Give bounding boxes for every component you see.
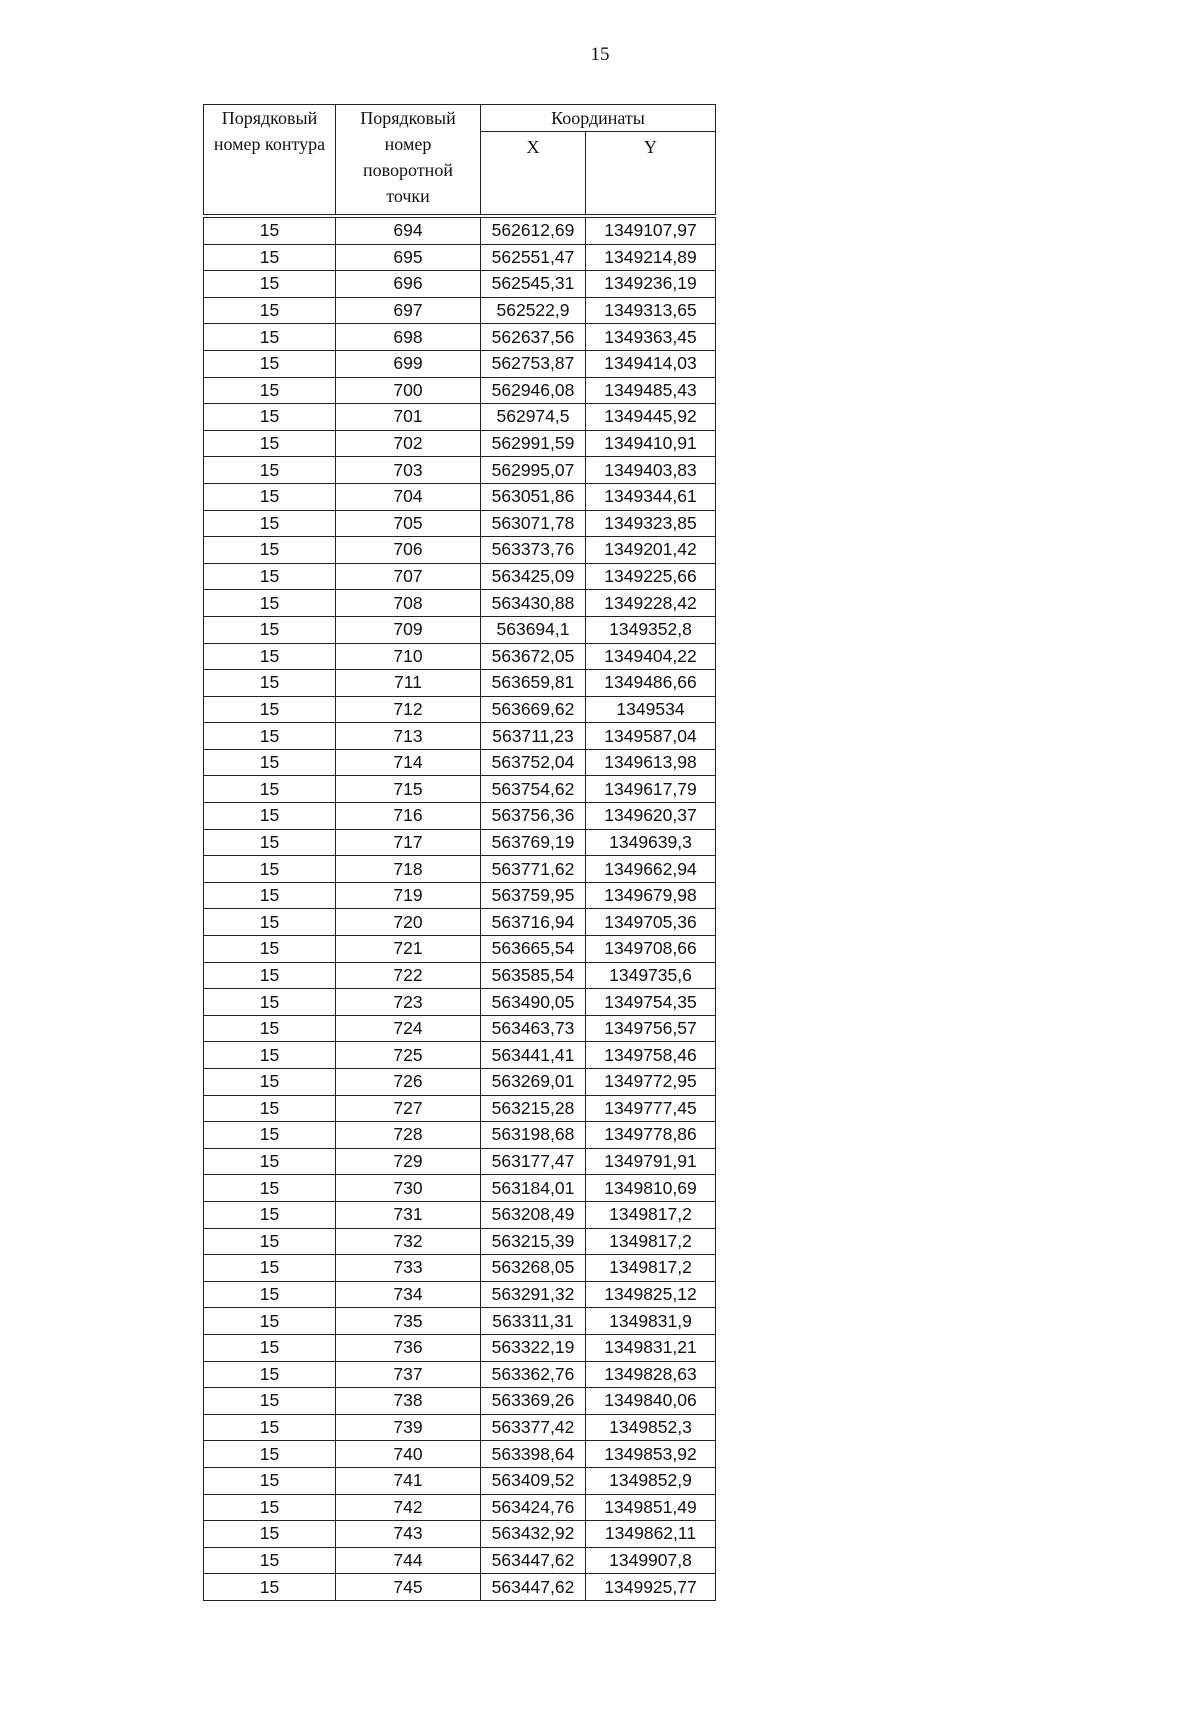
y-coordinate-cell: 1349404,22 [586, 643, 716, 670]
contour-number-cell: 15 [204, 909, 336, 936]
y-coordinate-cell: 1349852,9 [586, 1467, 716, 1494]
y-coordinate-cell: 1349705,36 [586, 909, 716, 936]
x-coordinate-cell: 563752,04 [481, 749, 586, 776]
header-y: Y [586, 132, 716, 217]
x-coordinate-cell: 563215,39 [481, 1228, 586, 1255]
y-coordinate-cell: 1349778,86 [586, 1122, 716, 1149]
y-coordinate-cell: 1349445,92 [586, 404, 716, 431]
point-number-cell: 700 [336, 377, 481, 404]
point-number-cell: 728 [336, 1122, 481, 1149]
point-number-cell: 721 [336, 936, 481, 963]
table-row [204, 297, 716, 324]
table-row [204, 1015, 716, 1042]
x-coordinate-cell: 562545,31 [481, 271, 586, 298]
table-row [204, 1574, 716, 1601]
point-number-cell: 704 [336, 483, 481, 510]
point-number-cell: 708 [336, 590, 481, 617]
contour-number-cell: 15 [204, 1521, 336, 1548]
contour-number-cell: 15 [204, 324, 336, 351]
table-row [204, 909, 716, 936]
table-row [204, 1467, 716, 1494]
table-row [204, 670, 716, 697]
y-coordinate-cell: 1349840,06 [586, 1388, 716, 1415]
x-coordinate-cell: 563463,73 [481, 1015, 586, 1042]
x-coordinate-cell: 563711,23 [481, 723, 586, 750]
point-number-cell: 740 [336, 1441, 481, 1468]
x-coordinate-cell: 563585,54 [481, 962, 586, 989]
table-row [204, 1122, 716, 1149]
point-number-cell: 738 [336, 1388, 481, 1415]
x-coordinate-cell: 563398,64 [481, 1441, 586, 1468]
x-coordinate-cell: 563759,95 [481, 882, 586, 909]
header-coordinates: Координаты [481, 105, 716, 132]
x-coordinate-cell: 562946,08 [481, 377, 586, 404]
contour-number-cell: 15 [204, 1281, 336, 1308]
table-row [204, 1042, 716, 1069]
table-row [204, 430, 716, 457]
contour-number-cell: 15 [204, 1148, 336, 1175]
point-number-cell: 745 [336, 1574, 481, 1601]
y-coordinate-cell: 1349735,6 [586, 962, 716, 989]
contour-number-cell: 15 [204, 696, 336, 723]
point-number-cell: 696 [336, 271, 481, 298]
contour-number-cell: 15 [204, 510, 336, 537]
table-row [204, 244, 716, 271]
table-row [204, 1201, 716, 1228]
table-row [204, 1281, 716, 1308]
x-coordinate-cell: 563665,54 [481, 936, 586, 963]
table-body [204, 216, 716, 1600]
point-number-cell: 697 [336, 297, 481, 324]
header-x: X [481, 132, 586, 217]
contour-number-cell: 15 [204, 1095, 336, 1122]
contour-number-cell: 15 [204, 643, 336, 670]
contour-number-cell: 15 [204, 1388, 336, 1415]
x-coordinate-cell: 563291,32 [481, 1281, 586, 1308]
x-coordinate-cell: 563425,09 [481, 563, 586, 590]
contour-number-cell: 15 [204, 1201, 336, 1228]
x-coordinate-cell: 562991,59 [481, 430, 586, 457]
point-number-cell: 734 [336, 1281, 481, 1308]
contour-number-cell: 15 [204, 537, 336, 564]
x-coordinate-cell: 563184,01 [481, 1175, 586, 1202]
contour-number-cell: 15 [204, 1228, 336, 1255]
x-coordinate-cell: 563694,1 [481, 616, 586, 643]
x-coordinate-cell: 563369,26 [481, 1388, 586, 1415]
x-coordinate-cell: 563268,05 [481, 1255, 586, 1282]
contour-number-cell: 15 [204, 1547, 336, 1574]
x-coordinate-cell: 562612,69 [481, 216, 586, 244]
contour-number-cell: 15 [204, 1122, 336, 1149]
contour-number-cell: 15 [204, 244, 336, 271]
point-number-cell: 742 [336, 1494, 481, 1521]
contour-number-cell: 15 [204, 1361, 336, 1388]
table-row [204, 1095, 716, 1122]
table-row [204, 1414, 716, 1441]
y-coordinate-cell: 1349853,92 [586, 1441, 716, 1468]
point-number-cell: 706 [336, 537, 481, 564]
table-row [204, 1388, 716, 1415]
table-row [204, 1069, 716, 1096]
point-number-cell: 702 [336, 430, 481, 457]
y-coordinate-cell: 1349201,42 [586, 537, 716, 564]
table-row [204, 616, 716, 643]
contour-number-cell: 15 [204, 723, 336, 750]
header-point-number: Порядковый номер поворотной точки [336, 105, 481, 217]
y-coordinate-cell: 1349817,2 [586, 1255, 716, 1282]
x-coordinate-cell: 563447,62 [481, 1547, 586, 1574]
y-coordinate-cell: 1349620,37 [586, 803, 716, 830]
contour-number-cell: 15 [204, 1255, 336, 1282]
point-number-cell: 698 [336, 324, 481, 351]
x-coordinate-cell: 562551,47 [481, 244, 586, 271]
y-coordinate-cell: 1349831,9 [586, 1308, 716, 1335]
y-coordinate-cell: 1349662,94 [586, 856, 716, 883]
table-row [204, 350, 716, 377]
table-row [204, 537, 716, 564]
table-row [204, 1361, 716, 1388]
point-number-cell: 725 [336, 1042, 481, 1069]
y-coordinate-cell: 1349810,69 [586, 1175, 716, 1202]
y-coordinate-cell: 1349236,19 [586, 271, 716, 298]
y-coordinate-cell: 1349639,3 [586, 829, 716, 856]
x-coordinate-cell: 563669,62 [481, 696, 586, 723]
point-number-cell: 744 [336, 1547, 481, 1574]
table-row [204, 803, 716, 830]
contour-number-cell: 15 [204, 856, 336, 883]
point-number-cell: 707 [336, 563, 481, 590]
x-coordinate-cell: 563447,62 [481, 1574, 586, 1601]
y-coordinate-cell: 1349907,8 [586, 1547, 716, 1574]
y-coordinate-cell: 1349817,2 [586, 1201, 716, 1228]
contour-number-cell: 15 [204, 616, 336, 643]
point-number-cell: 736 [336, 1334, 481, 1361]
table-row [204, 829, 716, 856]
x-coordinate-cell: 563269,01 [481, 1069, 586, 1096]
x-coordinate-cell: 563672,05 [481, 643, 586, 670]
x-coordinate-cell: 563771,62 [481, 856, 586, 883]
point-number-cell: 717 [336, 829, 481, 856]
table-row [204, 882, 716, 909]
table-row [204, 696, 716, 723]
x-coordinate-cell: 563071,78 [481, 510, 586, 537]
x-coordinate-cell: 563215,28 [481, 1095, 586, 1122]
x-coordinate-cell: 563424,76 [481, 1494, 586, 1521]
table-row [204, 1441, 716, 1468]
table-row [204, 989, 716, 1016]
table-row [204, 216, 716, 244]
point-number-cell: 710 [336, 643, 481, 670]
point-number-cell: 739 [336, 1414, 481, 1441]
point-number-cell: 703 [336, 457, 481, 484]
contour-number-cell: 15 [204, 297, 336, 324]
x-coordinate-cell: 563490,05 [481, 989, 586, 1016]
y-coordinate-cell: 1349791,91 [586, 1148, 716, 1175]
y-coordinate-cell: 1349851,49 [586, 1494, 716, 1521]
contour-number-cell: 15 [204, 829, 336, 856]
table-row [204, 483, 716, 510]
y-coordinate-cell: 1349758,46 [586, 1042, 716, 1069]
contour-number-cell: 15 [204, 271, 336, 298]
y-coordinate-cell: 1349214,89 [586, 244, 716, 271]
y-coordinate-cell: 1349107,97 [586, 216, 716, 244]
point-number-cell: 724 [336, 1015, 481, 1042]
table-row [204, 457, 716, 484]
header-row [204, 105, 716, 132]
contour-number-cell: 15 [204, 1441, 336, 1468]
point-number-cell: 716 [336, 803, 481, 830]
y-coordinate-cell: 1349852,3 [586, 1414, 716, 1441]
point-number-cell: 723 [336, 989, 481, 1016]
table-row [204, 1494, 716, 1521]
contour-number-cell: 15 [204, 776, 336, 803]
x-coordinate-cell: 563051,86 [481, 483, 586, 510]
contour-number-cell: 15 [204, 457, 336, 484]
table-row [204, 1228, 716, 1255]
contour-number-cell: 15 [204, 590, 336, 617]
point-number-cell: 694 [336, 216, 481, 244]
contour-number-cell: 15 [204, 1334, 336, 1361]
point-number-cell: 726 [336, 1069, 481, 1096]
table-row [204, 271, 716, 298]
x-coordinate-cell: 562753,87 [481, 350, 586, 377]
contour-number-cell: 15 [204, 377, 336, 404]
coordinates-table [203, 104, 716, 1601]
point-number-cell: 730 [336, 1175, 481, 1202]
point-number-cell: 715 [336, 776, 481, 803]
point-number-cell: 737 [336, 1361, 481, 1388]
point-number-cell: 713 [336, 723, 481, 750]
y-coordinate-cell: 1349485,43 [586, 377, 716, 404]
contour-number-cell: 15 [204, 1414, 336, 1441]
x-coordinate-cell: 563409,52 [481, 1467, 586, 1494]
point-number-cell: 695 [336, 244, 481, 271]
contour-number-cell: 15 [204, 1069, 336, 1096]
y-coordinate-cell: 1349679,98 [586, 882, 716, 909]
y-coordinate-cell: 1349817,2 [586, 1228, 716, 1255]
x-coordinate-cell: 563208,49 [481, 1201, 586, 1228]
y-coordinate-cell: 1349828,63 [586, 1361, 716, 1388]
y-coordinate-cell: 1349754,35 [586, 989, 716, 1016]
point-number-cell: 701 [336, 404, 481, 431]
y-coordinate-cell: 1349313,65 [586, 297, 716, 324]
table-row [204, 324, 716, 351]
point-number-cell: 735 [336, 1308, 481, 1335]
contour-number-cell: 15 [204, 803, 336, 830]
point-number-cell: 699 [336, 350, 481, 377]
table-row [204, 936, 716, 963]
table-row [204, 749, 716, 776]
y-coordinate-cell: 1349617,79 [586, 776, 716, 803]
table-row [204, 1521, 716, 1548]
y-coordinate-cell: 1349344,61 [586, 483, 716, 510]
y-coordinate-cell: 1349777,45 [586, 1095, 716, 1122]
point-number-cell: 731 [336, 1201, 481, 1228]
x-coordinate-cell: 563373,76 [481, 537, 586, 564]
contour-number-cell: 15 [204, 882, 336, 909]
x-coordinate-cell: 562637,56 [481, 324, 586, 351]
contour-number-cell: 15 [204, 430, 336, 457]
y-coordinate-cell: 1349825,12 [586, 1281, 716, 1308]
y-coordinate-cell: 1349225,66 [586, 563, 716, 590]
table-row [204, 510, 716, 537]
y-coordinate-cell: 1349613,98 [586, 749, 716, 776]
table-row [204, 1175, 716, 1202]
y-coordinate-cell: 1349323,85 [586, 510, 716, 537]
y-coordinate-cell: 1349587,04 [586, 723, 716, 750]
x-coordinate-cell: 563659,81 [481, 670, 586, 697]
x-coordinate-cell: 563377,42 [481, 1414, 586, 1441]
x-coordinate-cell: 563311,31 [481, 1308, 586, 1335]
contour-number-cell: 15 [204, 1574, 336, 1601]
contour-number-cell: 15 [204, 962, 336, 989]
x-coordinate-cell: 563441,41 [481, 1042, 586, 1069]
x-coordinate-cell: 563769,19 [481, 829, 586, 856]
y-coordinate-cell: 1349772,95 [586, 1069, 716, 1096]
table-row [204, 856, 716, 883]
y-coordinate-cell: 1349534 [586, 696, 716, 723]
point-number-cell: 732 [336, 1228, 481, 1255]
point-number-cell: 720 [336, 909, 481, 936]
table-row [204, 1308, 716, 1335]
x-coordinate-cell: 563177,47 [481, 1148, 586, 1175]
table-row [204, 1334, 716, 1361]
x-coordinate-cell: 563754,62 [481, 776, 586, 803]
x-coordinate-cell: 562974,5 [481, 404, 586, 431]
contour-number-cell: 15 [204, 483, 336, 510]
table-row [204, 404, 716, 431]
table-row [204, 1255, 716, 1282]
contour-number-cell: 15 [204, 1467, 336, 1494]
x-coordinate-cell: 563432,92 [481, 1521, 586, 1548]
point-number-cell: 712 [336, 696, 481, 723]
y-coordinate-cell: 1349403,83 [586, 457, 716, 484]
point-number-cell: 729 [336, 1148, 481, 1175]
y-coordinate-cell: 1349756,57 [586, 1015, 716, 1042]
contour-number-cell: 15 [204, 936, 336, 963]
y-coordinate-cell: 1349414,03 [586, 350, 716, 377]
x-coordinate-cell: 563716,94 [481, 909, 586, 936]
contour-number-cell: 15 [204, 404, 336, 431]
y-coordinate-cell: 1349862,11 [586, 1521, 716, 1548]
point-number-cell: 722 [336, 962, 481, 989]
table-row [204, 723, 716, 750]
y-coordinate-cell: 1349410,91 [586, 430, 716, 457]
table-row [204, 776, 716, 803]
point-number-cell: 711 [336, 670, 481, 697]
y-coordinate-cell: 1349352,8 [586, 616, 716, 643]
point-number-cell: 727 [336, 1095, 481, 1122]
point-number-cell: 705 [336, 510, 481, 537]
y-coordinate-cell: 1349708,66 [586, 936, 716, 963]
contour-number-cell: 15 [204, 1042, 336, 1069]
contour-number-cell: 15 [204, 216, 336, 244]
table-row [204, 643, 716, 670]
point-number-cell: 743 [336, 1521, 481, 1548]
point-number-cell: 709 [336, 616, 481, 643]
contour-number-cell: 15 [204, 1494, 336, 1521]
contour-number-cell: 15 [204, 563, 336, 590]
point-number-cell: 719 [336, 882, 481, 909]
x-coordinate-cell: 563756,36 [481, 803, 586, 830]
y-coordinate-cell: 1349486,66 [586, 670, 716, 697]
contour-number-cell: 15 [204, 1175, 336, 1202]
table-row [204, 1547, 716, 1574]
x-coordinate-cell: 563430,88 [481, 590, 586, 617]
x-coordinate-cell: 563362,76 [481, 1361, 586, 1388]
x-coordinate-cell: 563322,19 [481, 1334, 586, 1361]
x-coordinate-cell: 563198,68 [481, 1122, 586, 1149]
header-contour-number: Порядковый номер контура [204, 105, 336, 217]
point-number-cell: 733 [336, 1255, 481, 1282]
point-number-cell: 741 [336, 1467, 481, 1494]
table-row [204, 377, 716, 404]
x-coordinate-cell: 562995,07 [481, 457, 586, 484]
y-coordinate-cell: 1349363,45 [586, 324, 716, 351]
contour-number-cell: 15 [204, 670, 336, 697]
contour-number-cell: 15 [204, 1308, 336, 1335]
x-coordinate-cell: 562522,9 [481, 297, 586, 324]
contour-number-cell: 15 [204, 989, 336, 1016]
table-row [204, 590, 716, 617]
point-number-cell: 718 [336, 856, 481, 883]
contour-number-cell: 15 [204, 350, 336, 377]
y-coordinate-cell: 1349831,21 [586, 1334, 716, 1361]
y-coordinate-cell: 1349925,77 [586, 1574, 716, 1601]
table-row [204, 1148, 716, 1175]
table-row [204, 563, 716, 590]
table-row [204, 962, 716, 989]
point-number-cell: 714 [336, 749, 481, 776]
y-coordinate-cell: 1349228,42 [586, 590, 716, 617]
page-number: 15 [590, 44, 610, 65]
contour-number-cell: 15 [204, 749, 336, 776]
contour-number-cell: 15 [204, 1015, 336, 1042]
